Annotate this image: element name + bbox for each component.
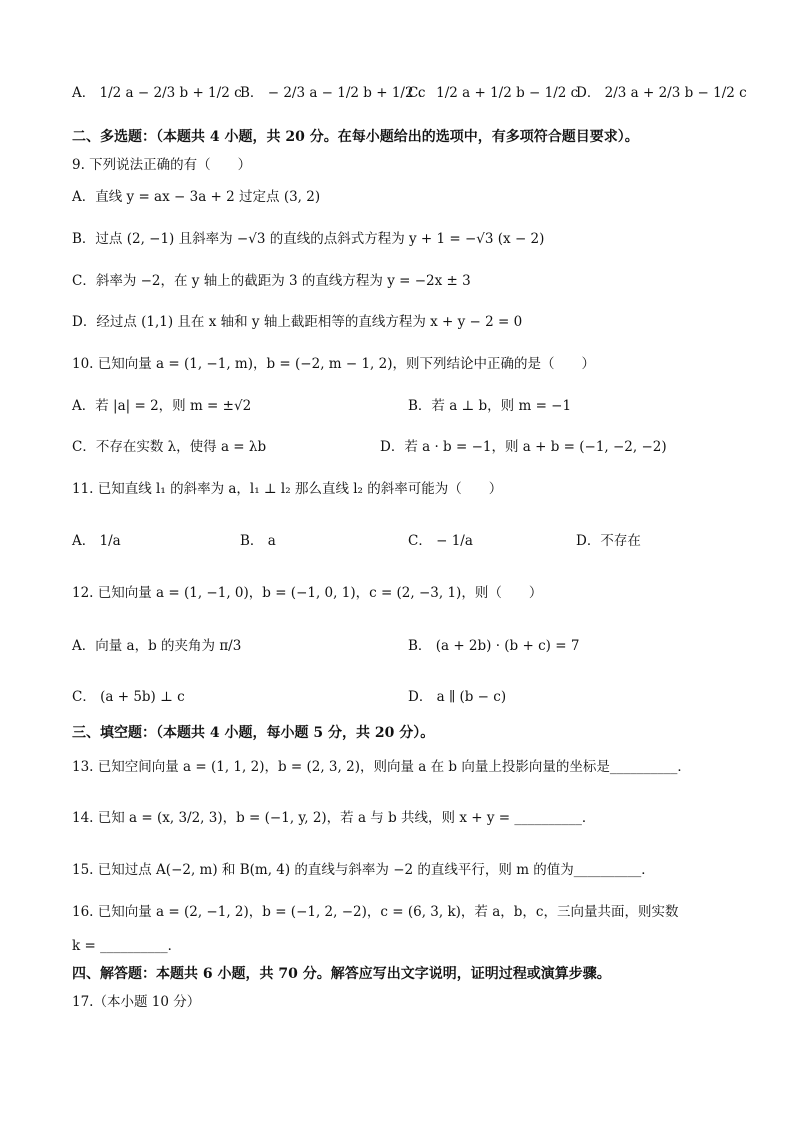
q14: 14. 已知 a = (x, 3/2, 3)，b = (−1, y, 2)，若 a 与 b 共线，则 x + y = __________．	[72, 810, 596, 826]
q11-option-c: C． − 1/a	[408, 533, 473, 549]
q10-option-b: B．若 a ⊥ b，则 m = −1	[408, 398, 572, 414]
q12-stem: 12. 已知向量 a = (1, −1, 0)，b = (−1, 0, 1)，c = (2, −3, 1)，则（ ）	[72, 585, 543, 601]
q8-option-d: D． 2/3 a + 2/3 b − 1/2 c	[576, 85, 747, 101]
q13: 13. 已知空间向量 a = (1, 1, 2)，b = (2, 3, 2)，则向量 a 在 b 向量上投影向量的坐标是__________．	[72, 759, 691, 775]
q10-option-a: A．若 |a| = 2，则 m = ±√2	[72, 398, 252, 414]
q12-option-a: A．向量 a，b 的夹角为 π/3	[72, 638, 242, 654]
q16-line-2: k = __________．	[72, 938, 182, 954]
q10-option-d: D．若 a · b = −1，则 a + b = (−1, −2, −2)	[380, 439, 667, 455]
q10-stem: 10. 已知向量 a = (1, −1, m)，b = (−2, m − 1, 2)，则下列结论中正确的是（ ）	[72, 356, 595, 372]
q9-stem: 9. 下列说法正确的有（ ）	[72, 157, 252, 173]
q8-option-c: C． 1/2 a + 1/2 b − 1/2 c	[408, 85, 579, 101]
q12-option-c: C． (a + 5b) ⊥ c	[72, 689, 185, 705]
q9-option-b: B．过点 (2, −1) 且斜率为 −√3 的直线的点斜式方程为 y + 1 = −√3 (x − 2)	[72, 231, 545, 247]
q11-option-d: D．不存在	[576, 533, 641, 549]
q11-option-a: A． 1/a	[72, 533, 121, 549]
q8-option-a: A． 1/2 a − 2/3 b + 1/2 c	[72, 85, 242, 101]
section-3-title: 三、填空题：（本题共 4 小题，每小题 5 分，共 20 分）。	[72, 725, 435, 741]
q11-option-b: B． a	[240, 533, 276, 549]
q12-option-b: B． (a + 2b) · (b + c) = 7	[408, 638, 580, 654]
q16-line-1: 16. 已知向量 a = (2, −1, 2)，b = (−1, 2, −2)，c = (6, 3, k)，若 a，b，c，三向量共面，则实数	[72, 904, 679, 920]
q8-option-b: B． − 2/3 a − 1/2 b + 1/2 c	[240, 85, 426, 101]
q11-stem: 11. 已知直线 l₁ 的斜率为 a，l₁ ⊥ l₂ 那么直线 l₂ 的斜率可能为（ ）	[72, 481, 503, 497]
q9-option-c: C．斜率为 −2，在 y 轴上的截距为 3 的直线方程为 y = −2x ± 3	[72, 273, 471, 289]
q15: 15. 已知过点 A(−2, m) 和 B(m, 4) 的直线与斜率为 −2 的直线平行，则 m 的值为__________．	[72, 862, 655, 878]
q10-option-c: C．不存在实数 λ，使得 a = λb	[72, 439, 267, 455]
q12-option-d: D． a ∥ (b − c)	[408, 689, 507, 705]
q17-heading: 17.（本小题 10 分）	[72, 994, 201, 1010]
section-2-title: 二、多选题：（本题共 4 小题，共 20 分。在每小题给出的选项中，有多项符合题目要求）。	[72, 129, 639, 145]
q9-option-d: D．经过点 (1,1) 且在 x 轴和 y 轴上截距相等的直线方程为 x + y − 2 = 0	[72, 314, 523, 330]
q9-option-a: A．直线 y = ax − 3a + 2 过定点 (3, 2)	[72, 189, 321, 205]
section-4-title: 四、解答题：本题共 6 小题，共 70 分。解答应写出文字说明，证明过程或演算步骤。	[72, 966, 611, 982]
